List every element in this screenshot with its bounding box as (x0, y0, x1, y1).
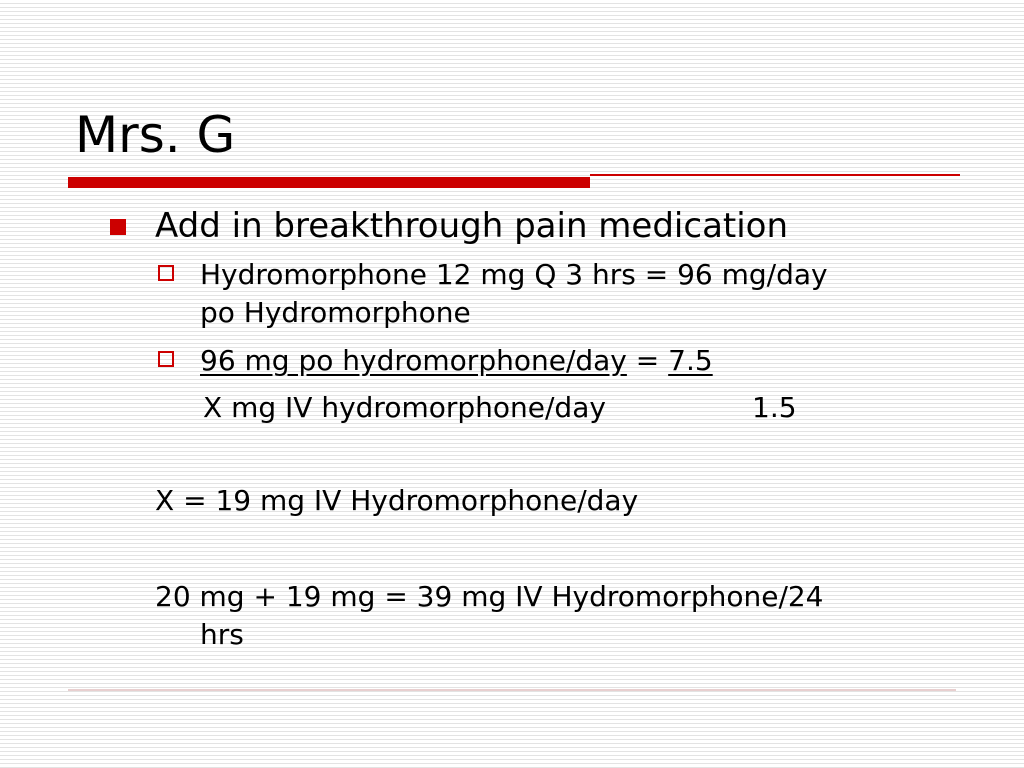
bullet-main-text: Add in breakthrough pain medication (155, 206, 789, 246)
filled-square-bullet-icon (110, 219, 126, 235)
sub-bullet-1-line-2: po Hydromorphone (200, 296, 471, 329)
numerator-right: 7.5 (668, 344, 713, 377)
footer-rule (68, 689, 956, 691)
sub-bullet-2-numerator (200, 342, 713, 380)
denominator-left: X mg IV hydromorphone/day (203, 391, 606, 424)
hollow-square-bullet-icon (158, 265, 174, 281)
sub-bullet-1-line-1: Hydromorphone 12 mg Q 3 hrs = 96 mg/day (200, 258, 828, 291)
hollow-square-bullet-icon (158, 351, 174, 367)
equals-sign: = (635, 344, 660, 377)
slide-title: Mrs. G (75, 106, 236, 164)
title-rule (68, 174, 960, 188)
total-line-1: 20 mg + 19 mg = 39 mg IV Hydromorphone/24 (155, 580, 824, 613)
denominator-right: 1.5 (752, 391, 797, 424)
numerator-left: 96 mg po hydromorphone/day (200, 344, 627, 377)
total-line-2: hrs (200, 618, 244, 651)
result-line: X = 19 mg IV Hydromorphone/day (155, 484, 639, 517)
title-rule-thick (68, 177, 590, 188)
title-rule-thin (590, 174, 960, 176)
